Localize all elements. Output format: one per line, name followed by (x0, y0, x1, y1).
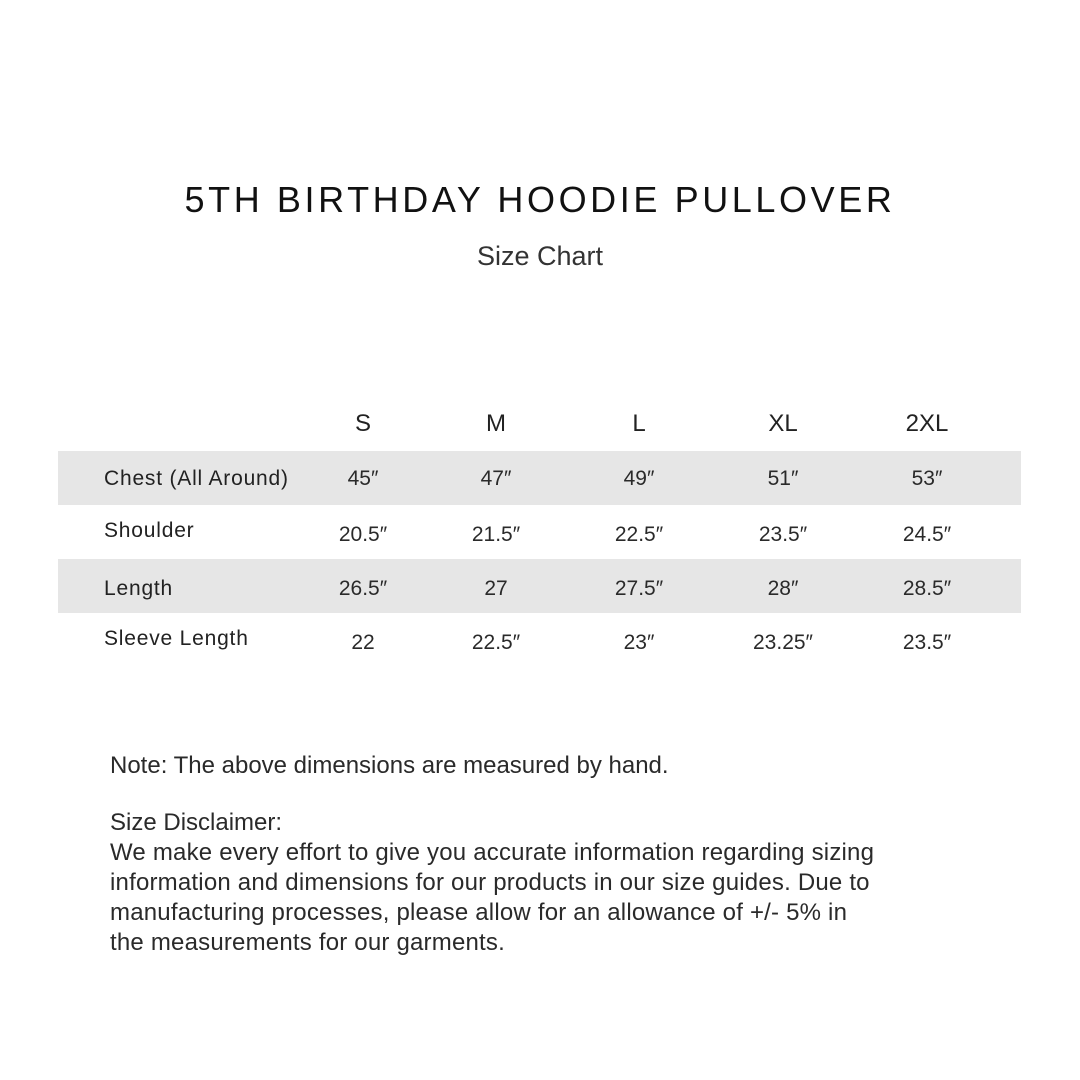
table-cell: 26.5″ (338, 577, 388, 600)
table-cell: 20.5″ (338, 523, 388, 546)
table-cell: 51″ (767, 467, 799, 490)
page-title: 5TH BIRTHDAY HOODIE PULLOVER (184, 179, 896, 220)
table-cell: 28.5″ (902, 577, 952, 600)
table-cell: 27 (484, 577, 508, 600)
table-cell: 22.5″ (471, 631, 521, 654)
table-cell: 27.5″ (614, 577, 664, 600)
table-cell: 28″ (767, 577, 799, 600)
table-cell: 23.25″ (753, 631, 813, 654)
disclaimer-line: We make every effort to give you accurate information regarding sizing (110, 839, 875, 866)
table-cell: 21.5″ (471, 523, 521, 546)
table-row-sleeve-length (58, 613, 1021, 667)
disclaimer-title: Size Disclaimer: (110, 809, 283, 836)
size-header-2xl: 2XL (905, 410, 949, 437)
table-cell: 45″ (347, 467, 379, 490)
table-cell: 47″ (480, 467, 512, 490)
size-header-xl: XL (768, 410, 798, 437)
table-cell: 23.5″ (902, 631, 952, 654)
table-cell: 53″ (911, 467, 943, 490)
size-header-l: L (632, 410, 646, 437)
row-label-shoulder: Shoulder (104, 519, 195, 542)
row-label-length: Length (104, 577, 174, 600)
table-cell: 22.5″ (614, 523, 664, 546)
size-header-s: S (354, 410, 371, 437)
row-label-sleeve-length: Sleeve Length (104, 627, 249, 650)
table-cell: 23″ (623, 631, 655, 654)
disclaimer-line: the measurements for our garments. (110, 929, 505, 956)
measurement-note: Note: The above dimensions are measured by hand. (110, 752, 669, 779)
row-label-chest: Chest (All Around) (104, 467, 289, 490)
table-cell: 23.5″ (758, 523, 808, 546)
table-cell: 24.5″ (902, 523, 952, 546)
table-row-length (58, 559, 1021, 613)
size-header-m: M (486, 410, 506, 437)
disclaimer-line: information and dimensions for our products in our size guides. Due to (110, 869, 870, 896)
table-cell: 49″ (623, 467, 655, 490)
table-row-chest (58, 451, 1021, 505)
table-cell: 22 (351, 631, 375, 654)
table-row-shoulder (58, 505, 1021, 559)
page-subtitle: Size Chart (476, 241, 604, 271)
disclaimer-text (110, 838, 970, 958)
disclaimer-line: manufacturing processes, please allow for an allowance of +/- 5% in (110, 899, 848, 926)
